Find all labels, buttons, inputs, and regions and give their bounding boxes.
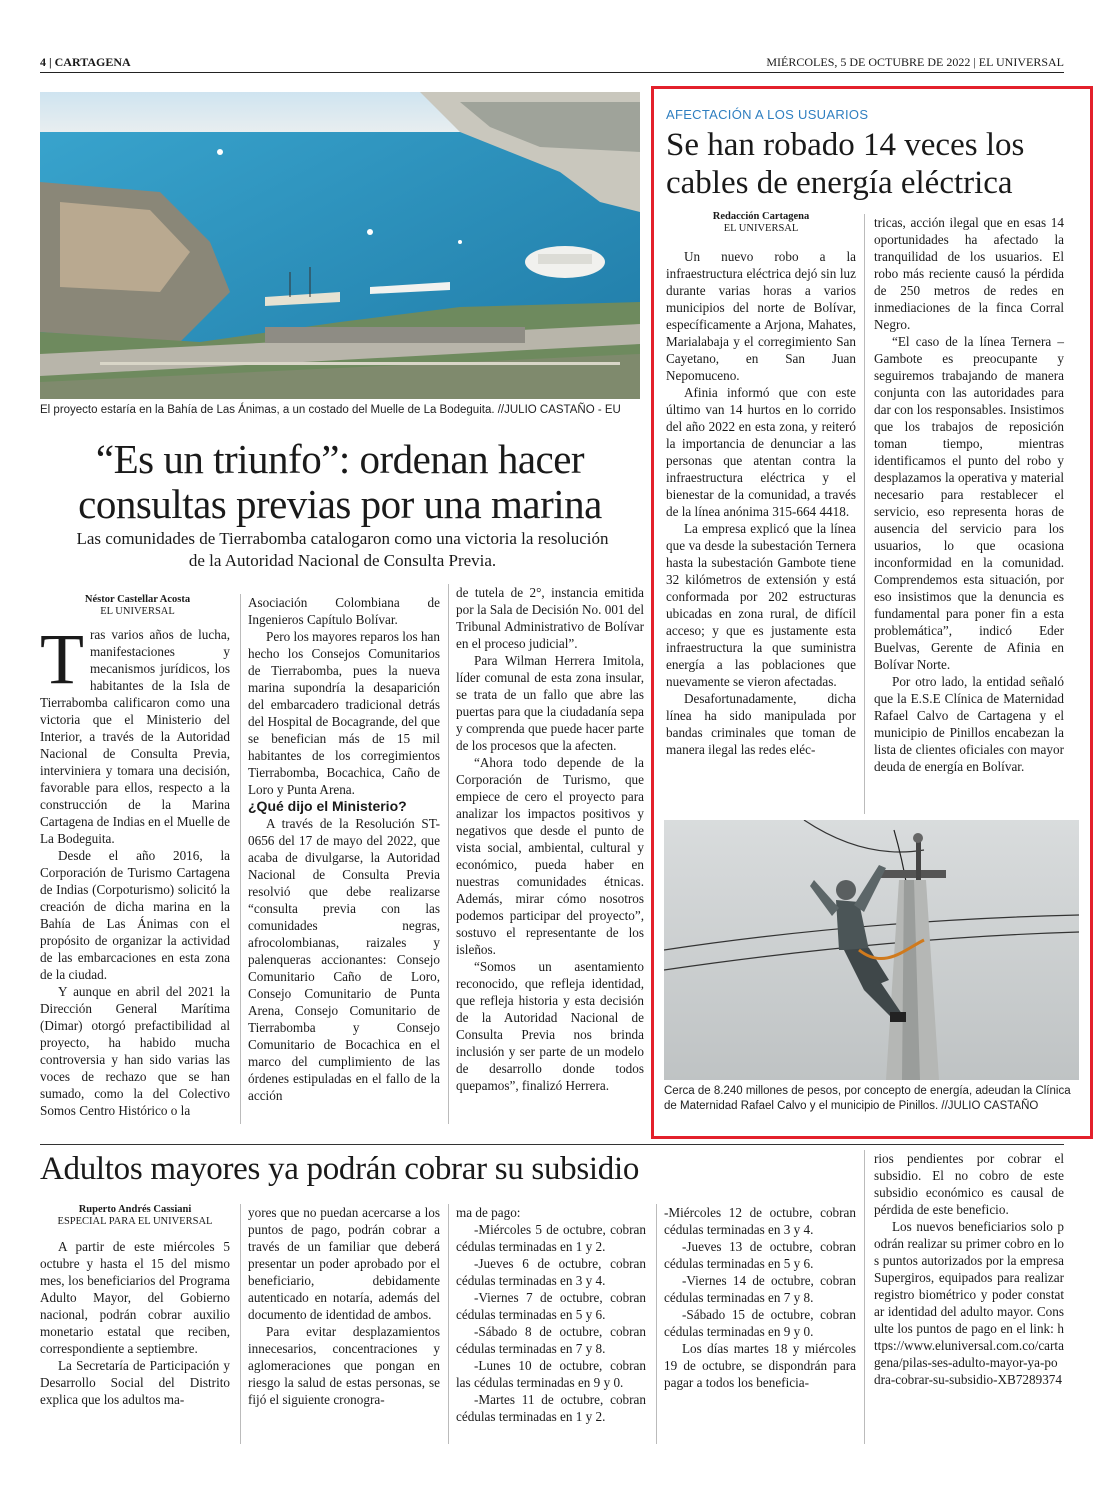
paragraph: -Sábado 8 de octubre, cobran cédulas terminadas en 7 y 8. <box>456 1324 646 1356</box>
paragraph: La empresa explicó que la línea que va desde la subestación Ternera hasta la subestación Gambote tiene 32 kilómetros de extensión y está conformada por 202 estructuras ubicadas en zona rural, de difícil acceso; y que es justamente esta infraestructura la que suministra energía a las poblaciones que nuevamente se vieron afectadas. <box>666 521 856 689</box>
paragraph: Desde el año 2016, la Corporación de Turismo Cartagena de Indias (Corpoturismo) solicitó la creación de dicha marina en la Bahía de Las Ánimas con el propósito de organizar la actividad de las embarcaciones en esta zona de la ciudad. <box>40 848 230 982</box>
paragraph: Asociación Colombiana de Ingenieros Capítulo Bolívar. <box>248 595 440 627</box>
column-rule <box>448 1204 449 1444</box>
paragraph: tricas, acción ilegal que en esas 14 oportunidades ha afectado la tranquilidad de los usuarios. El robo más reciente causó la pérdida de 250 metros de redes en inmediaciones de la finca Corral Negro. <box>874 215 1064 332</box>
article1-column-1 <box>40 619 230 1119</box>
paragraph: -Viernes 7 de octubre, cobran cédulas terminadas en 5 y 6. <box>456 1290 646 1322</box>
article2-column-1 <box>666 248 856 758</box>
byline-name: Néstor Castellar Acosta <box>84 594 191 605</box>
byline-outlet: EL UNIVERSAL <box>723 223 799 234</box>
paragraph: “Somos un asentamiento reconocido, que refleja identidad, que refleja historia y esta decisión de la Autoridad Nacional de Consulta Previa nos brinda inclusión y ser parte de un modelo de desarrollo donde todos quepamos”, finalizó Herrera. <box>456 959 644 1093</box>
article3-column-3 <box>456 1204 646 1425</box>
article1-column-2 <box>248 594 440 1104</box>
paragraph: rios pendientes por cobrar el subsidio. El no cobro de este subsidio económico es causal de pérdida de este beneficio. <box>874 1151 1064 1217</box>
lineman-photo <box>664 820 1079 1080</box>
article2-column-2 <box>874 214 1064 775</box>
column-rule <box>448 584 449 1124</box>
paragraph: ras varios años de lucha, manifestaciones y mecanismos jurídicos, los habitantes de la Isla de Tierrabomba calificaron como una victoria que el Ministerio del Interior, a través de la Autoridad Nacional de Consulta Previa, interviniera y tomara una decisión, favorable para ellos, respecto a la construcción de la Marina Cartagena de Indias en el Muelle de La Bodeguita. <box>40 627 230 846</box>
article3-column-2 <box>248 1204 440 1408</box>
article3-column-5 <box>874 1150 1064 1388</box>
paragraph: -Sábado 15 de octubre, cobran cédulas terminadas en 9 y 0. <box>664 1307 856 1339</box>
column-rule <box>240 594 241 1124</box>
column-rule <box>656 1204 657 1444</box>
paragraph: A partir de este miércoles 5 octubre y hasta el 15 del mismo mes, los beneficiarios del Programa Adulto Mayor, del Gobierno nacional, podrán cobrar auxilio monetario estatal que reciben, correspondiente a septiembre. <box>40 1239 230 1356</box>
paragraph: “El caso de la línea Ternera – Gambote es preocupante y seguiremos trabajando de manera conjunta con las autoridades para dar con los responsables. Insistimos que los trabajos de reposición toman tiempo, mientras identificamos el punto del robo y desplazamos la operativa y material necesario para restablecer el servicio, eso representa horas de ausencia del servicio para los usuarios, lo que ocasiona inconformidad en la comunidad. Comprendemos esta situación, por eso insistimos que la denuncia es fundamental para poner fin a esta problemática”, indicó Eder Buelvas, Gerente de Afinia en Bolívar Norte. <box>874 334 1064 672</box>
paragraph: La Secretaría de Participación y Desarrollo Social del Distrito explica que los adultos ma- <box>40 1358 230 1407</box>
paragraph: “Ahora todo depende de la Corporación de Turismo, que empiece de cero el proyecto para analizar los impactos positivos y negativos que desde el punto de vista social, ambiental, cultural y económico, pueda haber en nuestras comunidades étnicas. Además, mirar cómo nosotros podemos participar del proyecto”, sostuvo el representante de los isleños. <box>456 755 644 957</box>
paragraph: Para evitar desplazamientos innecesarios, concentraciones y aglomeraciones que pongan en riesgo la salud de estas personas, se fijó el siguiente cronogra- <box>248 1324 440 1407</box>
paragraph: ma de pago: <box>456 1205 521 1220</box>
article1-byline <box>40 594 235 618</box>
article3-column-1 <box>40 1238 230 1408</box>
paragraph: -Miércoles 5 de octubre, cobran cédulas terminadas en 1 y 2. <box>456 1222 646 1254</box>
column-rule <box>240 1204 241 1444</box>
paragraph: -Miércoles 12 de octubre, cobran cédulas terminadas en 3 y 4. <box>664 1205 856 1237</box>
paragraph: Y aunque en abril del 2021 la Dirección General Marítima (Dimar) otorgó prefactibilidad al proyecto, ha habido mucha controversia y han sido varias las voces de rechazo que se han sumado, como la del Colectivo Somos Centro Histórico o la <box>40 984 230 1118</box>
section-divider <box>40 1144 1064 1145</box>
paragraph: Un nuevo robo a la infraestructura eléctrica dejó sin luz durante varias horas a varios municipios del norte de Bolívar, específicamente a Arjona, Mahates, Marialabaja y el corregimiento San Cayetano, en San Juan Nepomuceno. <box>666 249 856 383</box>
page-header <box>40 52 1064 73</box>
marina-photo-caption: El proyecto estaría en la Bahía de Las Ánimas, a un costado del Muelle de La Bodeguita. //JULIO CASTAÑO - EU <box>40 404 621 416</box>
bay-aerial-illustration <box>40 92 640 399</box>
article3-column-4 <box>664 1204 856 1391</box>
article2-kicker: AFECTACIÓN A LOS USUARIOS <box>666 107 869 122</box>
paragraph: -Jueves 13 de octubre, cobran cédulas terminadas en 5 y 6. <box>664 1239 856 1271</box>
paragraph: yores que no puedan acercarse a los puntos de pago, podrán cobrar a través de un familiar que deberá presentar un poder aprobado por el beneficiario, debidamente autenticado en notaría, además del documento de identidad de ambos. <box>248 1205 440 1322</box>
paragraph: Desafortunadamente, dicha línea ha sido manipulada por bandas criminales que toman de manera ilegal las redes eléc- <box>666 691 856 757</box>
paragraph: A través de la Resolución ST-0656 del 17 de mayo del 2022, que acaba de divulgarse, la Autoridad Nacional de Consulta Previa resolvió que debe realizarse “consulta previa con las comunidades negras, afrocolombianas, raizales y palenqueras accionantes: Consejo Comunitario Caño de Loro, Consejo Comunitario de Punta Arena, Consejo Comunitario de Tierrabomba y Consejo Comunitario de Bocachica en el marco del cumplimiento de las órdenes estipuladas en el fallo de la acción <box>248 816 440 1103</box>
lineman-on-pole-illustration <box>664 820 1079 1080</box>
paragraph: Los días martes 18 y miércoles 19 de octubre, se dispondrán para pagar a todos los beneficia- <box>664 1341 856 1390</box>
paragraph: -Martes 11 de octubre, cobran cédulas terminadas en 1 y 2. <box>456 1392 646 1424</box>
page-date-brand: MIÉRCOLES, 5 DE OCTUBRE DE 2022 | EL UNIVERSAL <box>766 55 1064 69</box>
byline-outlet: ESPECIAL PARA EL UNIVERSAL <box>57 1216 213 1227</box>
article3-headline: Adultos mayores ya podrán cobrar su subsidio <box>40 1151 640 1187</box>
article3-byline <box>40 1204 230 1228</box>
byline-name: Redacción Cartagena <box>712 211 810 222</box>
paragraph: Pero los mayores reparos los han hecho los Consejos Comunitarios de Tierrabomba, pues la nueva marina supondría la desaparición del embarcadero tradicional detrás del Hospital de Bocagrande, del que se benefician más de 15 mil habitantes de los corregimientos Tierrabomba, Bocachica, Caño de Loro y Punta Arena. <box>248 629 440 797</box>
article2-headline: Se han robado 14 veces los cables de energía eléctrica <box>666 127 1025 201</box>
page-section: 4 | CARTAGENA <box>40 55 131 69</box>
byline-outlet: EL UNIVERSAL <box>100 606 175 617</box>
article1-deck: Las comunidades de Tierrabomba catalogaron como una victoria la resolución de la Autoridad Nacional de Consulta Previa. <box>76 529 609 570</box>
paragraph: -Viernes 14 de octubre, cobran cédulas terminadas en 7 y 8. <box>664 1273 856 1305</box>
article1-headline: “Es un triunfo”: ordenan hacer consultas previas por una marina <box>78 436 602 527</box>
marina-photo <box>40 92 640 399</box>
paragraph: Para Wilman Herrera Imitola, líder comunal de esta zona insular, se trata de un fallo que abre las puertas para que la ciudadanía sepa y comprenda que puede hacer parte de los procesos que la afecten. <box>456 653 644 753</box>
article2-byline <box>666 211 856 235</box>
byline-name: Ruperto Andrés Cassiani <box>78 1204 192 1215</box>
drop-cap: T <box>40 619 84 699</box>
column-rule <box>864 1150 865 1444</box>
paragraph: Los nuevos beneficiarios solo podrán realizar su primer cobro en los puntos autorizados por la empresa Supergiros, equipados para realizar registro biométrico y poder constatar identidad del adulto mayor. Consulte los puntos de pago en el link: https://www.eluniversal.com.co/cartagena/pilas-ses-adulto-mayor-ya-podra-cobrar-su-subsidio-XB7289374 <box>874 1219 1064 1387</box>
paragraph: Por otro lado, la entidad señaló que la E.S.E Clínica de Maternidad Rafael Calvo de Cartagena y el municipio de Pinillos encabezan la lista de clientes oficiales con mayor deuda de energía en Bolívar. <box>874 674 1064 774</box>
column-rule <box>864 214 865 814</box>
paragraph: -Jueves 6 de octubre, cobran cédulas terminadas en 3 y 4. <box>456 1256 646 1288</box>
paragraph: -Lunes 10 de octubre, cobran las cédulas terminadas en 9 y 0. <box>456 1358 646 1390</box>
paragraph: de tutela de 2°, instancia emitida por la Sala de Decisión No. 001 del Tribunal Administrativo de Bolívar en el proceso judicial”. <box>456 585 644 651</box>
article1-column-3 <box>456 584 644 1094</box>
subheading: ¿Qué dijo el Ministerio? <box>248 798 407 814</box>
paragraph: Afinia informó que con este último van 14 hurtos en lo corrido del año 2022 en esta zona, y reiteró la importancia de denunciar a las personas que atentan contra la infraestructura eléctrica y el bienestar de la comunidad, a través de la línea anónima 315-664 4418. <box>666 385 856 519</box>
lineman-photo-caption: Cerca de 8.240 millones de pesos, por concepto de energía, adeudan la Clínica de Maternidad Rafael Calvo y el municipio de Pinillos. //JULIO CASTAÑO <box>664 1085 1071 1112</box>
